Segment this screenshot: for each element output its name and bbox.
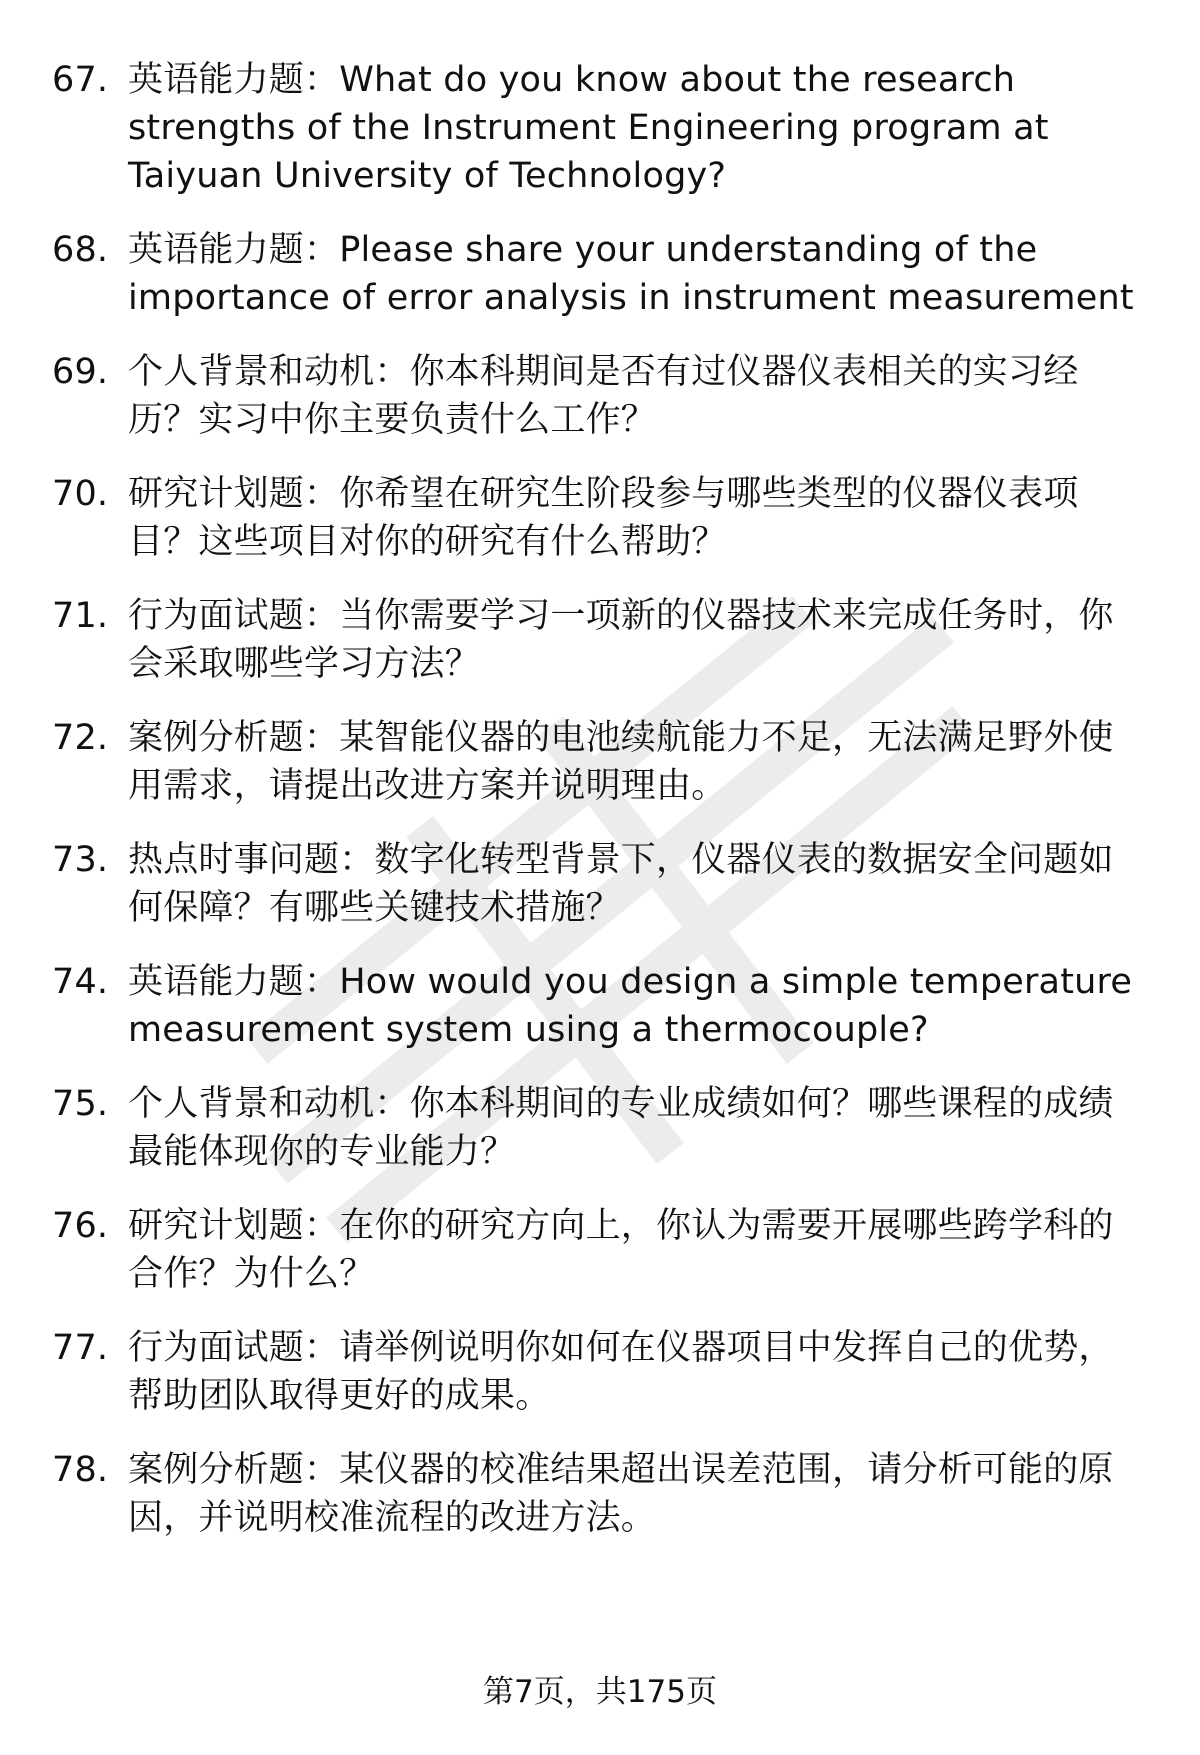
question-item [0,470,1200,566]
question-text: 英语能力题：What do you know about the research strengths of the Instrument Engineering program at Taiyuan University of Technology? [128,60,1049,196]
question-item [0,1080,1200,1176]
question-item [0,56,1200,200]
question-number: 76. [52,1206,109,1246]
question-text: 热点时事问题：数字化转型背景下，仪器仪表的数据安全问题如何保障？有哪些关键技术措施？ [128,840,1114,928]
question-item [0,714,1200,810]
question-text: 英语能力题：Please share your understanding of the importance of error analysis in instrument measurement [128,230,1134,318]
question-number: 78. [52,1450,109,1490]
question-list [0,56,1200,1568]
question-text: 行为面试题：当你需要学习一项新的仪器技术来完成任务时，你会采取哪些学习方法？ [128,596,1114,684]
question-item [0,1202,1200,1298]
question-item [0,958,1200,1054]
question-number: 69. [52,352,109,392]
question-item [0,836,1200,932]
question-text: 英语能力题：How would you design a simple temperature measurement system using a thermocouple? [128,962,1133,1050]
question-item [0,226,1200,322]
question-item [0,1446,1200,1542]
question-text: 个人背景和动机：你本科期间是否有过仪器仪表相关的实习经历？实习中你主要负责什么工作？ [128,352,1079,440]
question-number: 72. [52,718,109,758]
question-item [0,348,1200,444]
question-number: 74. [52,962,109,1002]
question-number: 68. [52,230,109,270]
page-number-footer: 第7页，共175页 [483,1674,717,1710]
question-number: 70. [52,474,109,514]
question-item [0,592,1200,688]
question-number: 71. [52,596,109,636]
question-number: 75. [52,1084,109,1124]
question-item [0,1324,1200,1420]
question-number: 67. [52,60,109,100]
question-number: 73. [52,840,109,880]
question-text: 研究计划题：你希望在研究生阶段参与哪些类型的仪器仪表项目？这些项目对你的研究有什么帮助？ [128,474,1079,562]
question-text: 行为面试题：请举例说明你如何在仪器项目中发挥自己的优势，帮助团队取得更好的成果。 [128,1328,1114,1416]
question-text: 案例分析题：某仪器的校准结果超出误差范围，请分析可能的原因，并说明校准流程的改进方法。 [128,1450,1114,1538]
question-text: 个人背景和动机：你本科期间的专业成绩如何？哪些课程的成绩最能体现你的专业能力？ [128,1084,1114,1172]
question-text: 研究计划题：在你的研究方向上，你认为需要开展哪些跨学科的合作？为什么？ [128,1206,1114,1294]
question-number: 77. [52,1328,109,1368]
question-text: 案例分析题：某智能仪器的电池续航能力不足，无法满足野外使用需求，请提出改进方案并说明理由。 [128,718,1114,806]
